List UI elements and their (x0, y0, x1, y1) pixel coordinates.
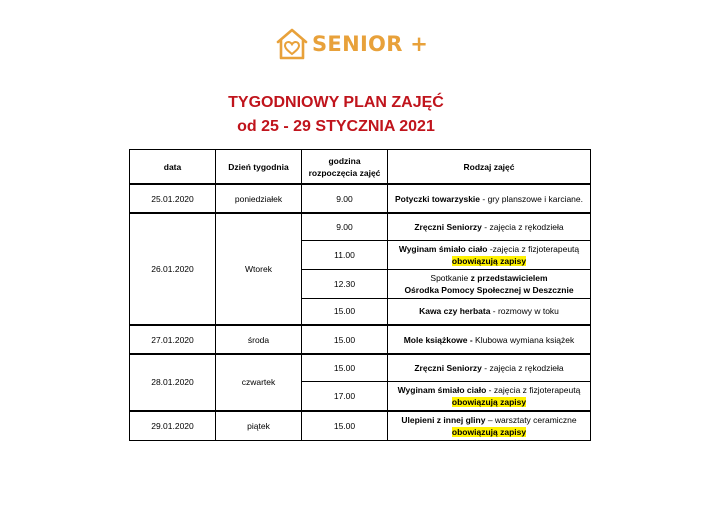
activity-text: Spotkanie (430, 272, 471, 283)
table-row (130, 411, 591, 441)
cell-date: 26.01.2020 (130, 213, 216, 325)
activity-name: Zręczni Seniorzy (414, 221, 482, 232)
cell-activity (388, 298, 591, 325)
table-row (130, 325, 591, 354)
logo-text: SENIOR + (312, 32, 429, 56)
table-row (130, 213, 591, 240)
activity-name: Ulepieni z innej gliny (401, 414, 486, 425)
cell-time: 9.00 (302, 184, 388, 213)
registration-badge: obowiązują zapisy (451, 426, 527, 437)
header-day: Dzień tygodnia (216, 150, 302, 185)
cell-day: środa (216, 325, 302, 354)
registration-badge: obowiązują zapisy (451, 396, 527, 407)
activity-name: Wyginam śmiało ciało (398, 243, 488, 254)
page-title: TYGODNIOWY PLAN ZAJĘĆ (228, 94, 444, 111)
cell-day: piątek (216, 411, 302, 441)
activity-description: - gry planszowe i karciane. (480, 193, 584, 204)
table-header-row (130, 150, 591, 185)
cell-day: poniedziałek (216, 184, 302, 213)
cell-date: 29.01.2020 (130, 411, 216, 441)
cell-time: 15.00 (302, 411, 388, 441)
activity-name: Wyginam śmiało ciało (397, 384, 487, 395)
activity-description: - zajęcia z rękodzieła (481, 221, 564, 232)
cell-day: Wtorek (216, 213, 302, 325)
cell-activity (388, 354, 591, 381)
cell-date: 25.01.2020 (130, 184, 216, 213)
registration-badge: obowiązują zapisy (451, 255, 527, 266)
activity-description: -zajęcia z fizjoterapeutą (487, 243, 580, 254)
header-activity: Rodzaj zajęć (388, 150, 591, 185)
activity-name: Potyczki towarzyskie (394, 193, 481, 204)
cell-time: 9.00 (302, 213, 388, 240)
cell-day: czwartek (216, 354, 302, 411)
activity-name: Mole książkowe - (403, 334, 473, 345)
logo (275, 26, 428, 62)
activity-description: Klubowa wymiana książek (472, 334, 575, 345)
cell-time: 17.00 (302, 381, 388, 411)
table-row (130, 354, 591, 381)
cell-activity (388, 325, 591, 354)
cell-date: 27.01.2020 (130, 325, 216, 354)
activity-name: Zręczni Seniorzy (414, 362, 482, 373)
cell-time: 15.00 (302, 354, 388, 381)
schedule-body (130, 184, 591, 440)
activity-description: – warsztaty ceramiczne (485, 414, 577, 425)
cell-activity (388, 381, 591, 411)
cell-time: 15.00 (302, 298, 388, 325)
cell-activity (388, 213, 591, 240)
activity-description: - zajęcia z rękodzieła (481, 362, 564, 373)
cell-time: 15.00 (302, 325, 388, 354)
header-time-line2: rozpoczęcia zajęć (308, 167, 381, 178)
cell-activity (388, 269, 591, 298)
cell-activity (388, 184, 591, 213)
table-row (130, 184, 591, 213)
header-time-line1: godzina (328, 155, 361, 166)
activity-description: - rozmowy w toku (490, 306, 559, 317)
cell-time: 12.30 (302, 269, 388, 298)
activity-description: - zajęcia z fizjoterapeutą (486, 384, 581, 395)
activity-name-line2: Ośrodka Pomocy Społecznej w Deszcznie (404, 284, 574, 295)
cell-time: 11.00 (302, 240, 388, 269)
house-heart-icon (275, 27, 309, 61)
page-subtitle: od 25 - 29 STYCZNIA 2021 (237, 118, 435, 135)
header-time (302, 150, 388, 185)
activity-name: z przedstawicielem (470, 272, 548, 283)
cell-activity (388, 240, 591, 269)
schedule-table (129, 149, 591, 441)
activity-name: Kawa czy herbata (419, 306, 491, 317)
cell-activity (388, 411, 591, 441)
cell-date: 28.01.2020 (130, 354, 216, 411)
header-date: data (130, 150, 216, 185)
